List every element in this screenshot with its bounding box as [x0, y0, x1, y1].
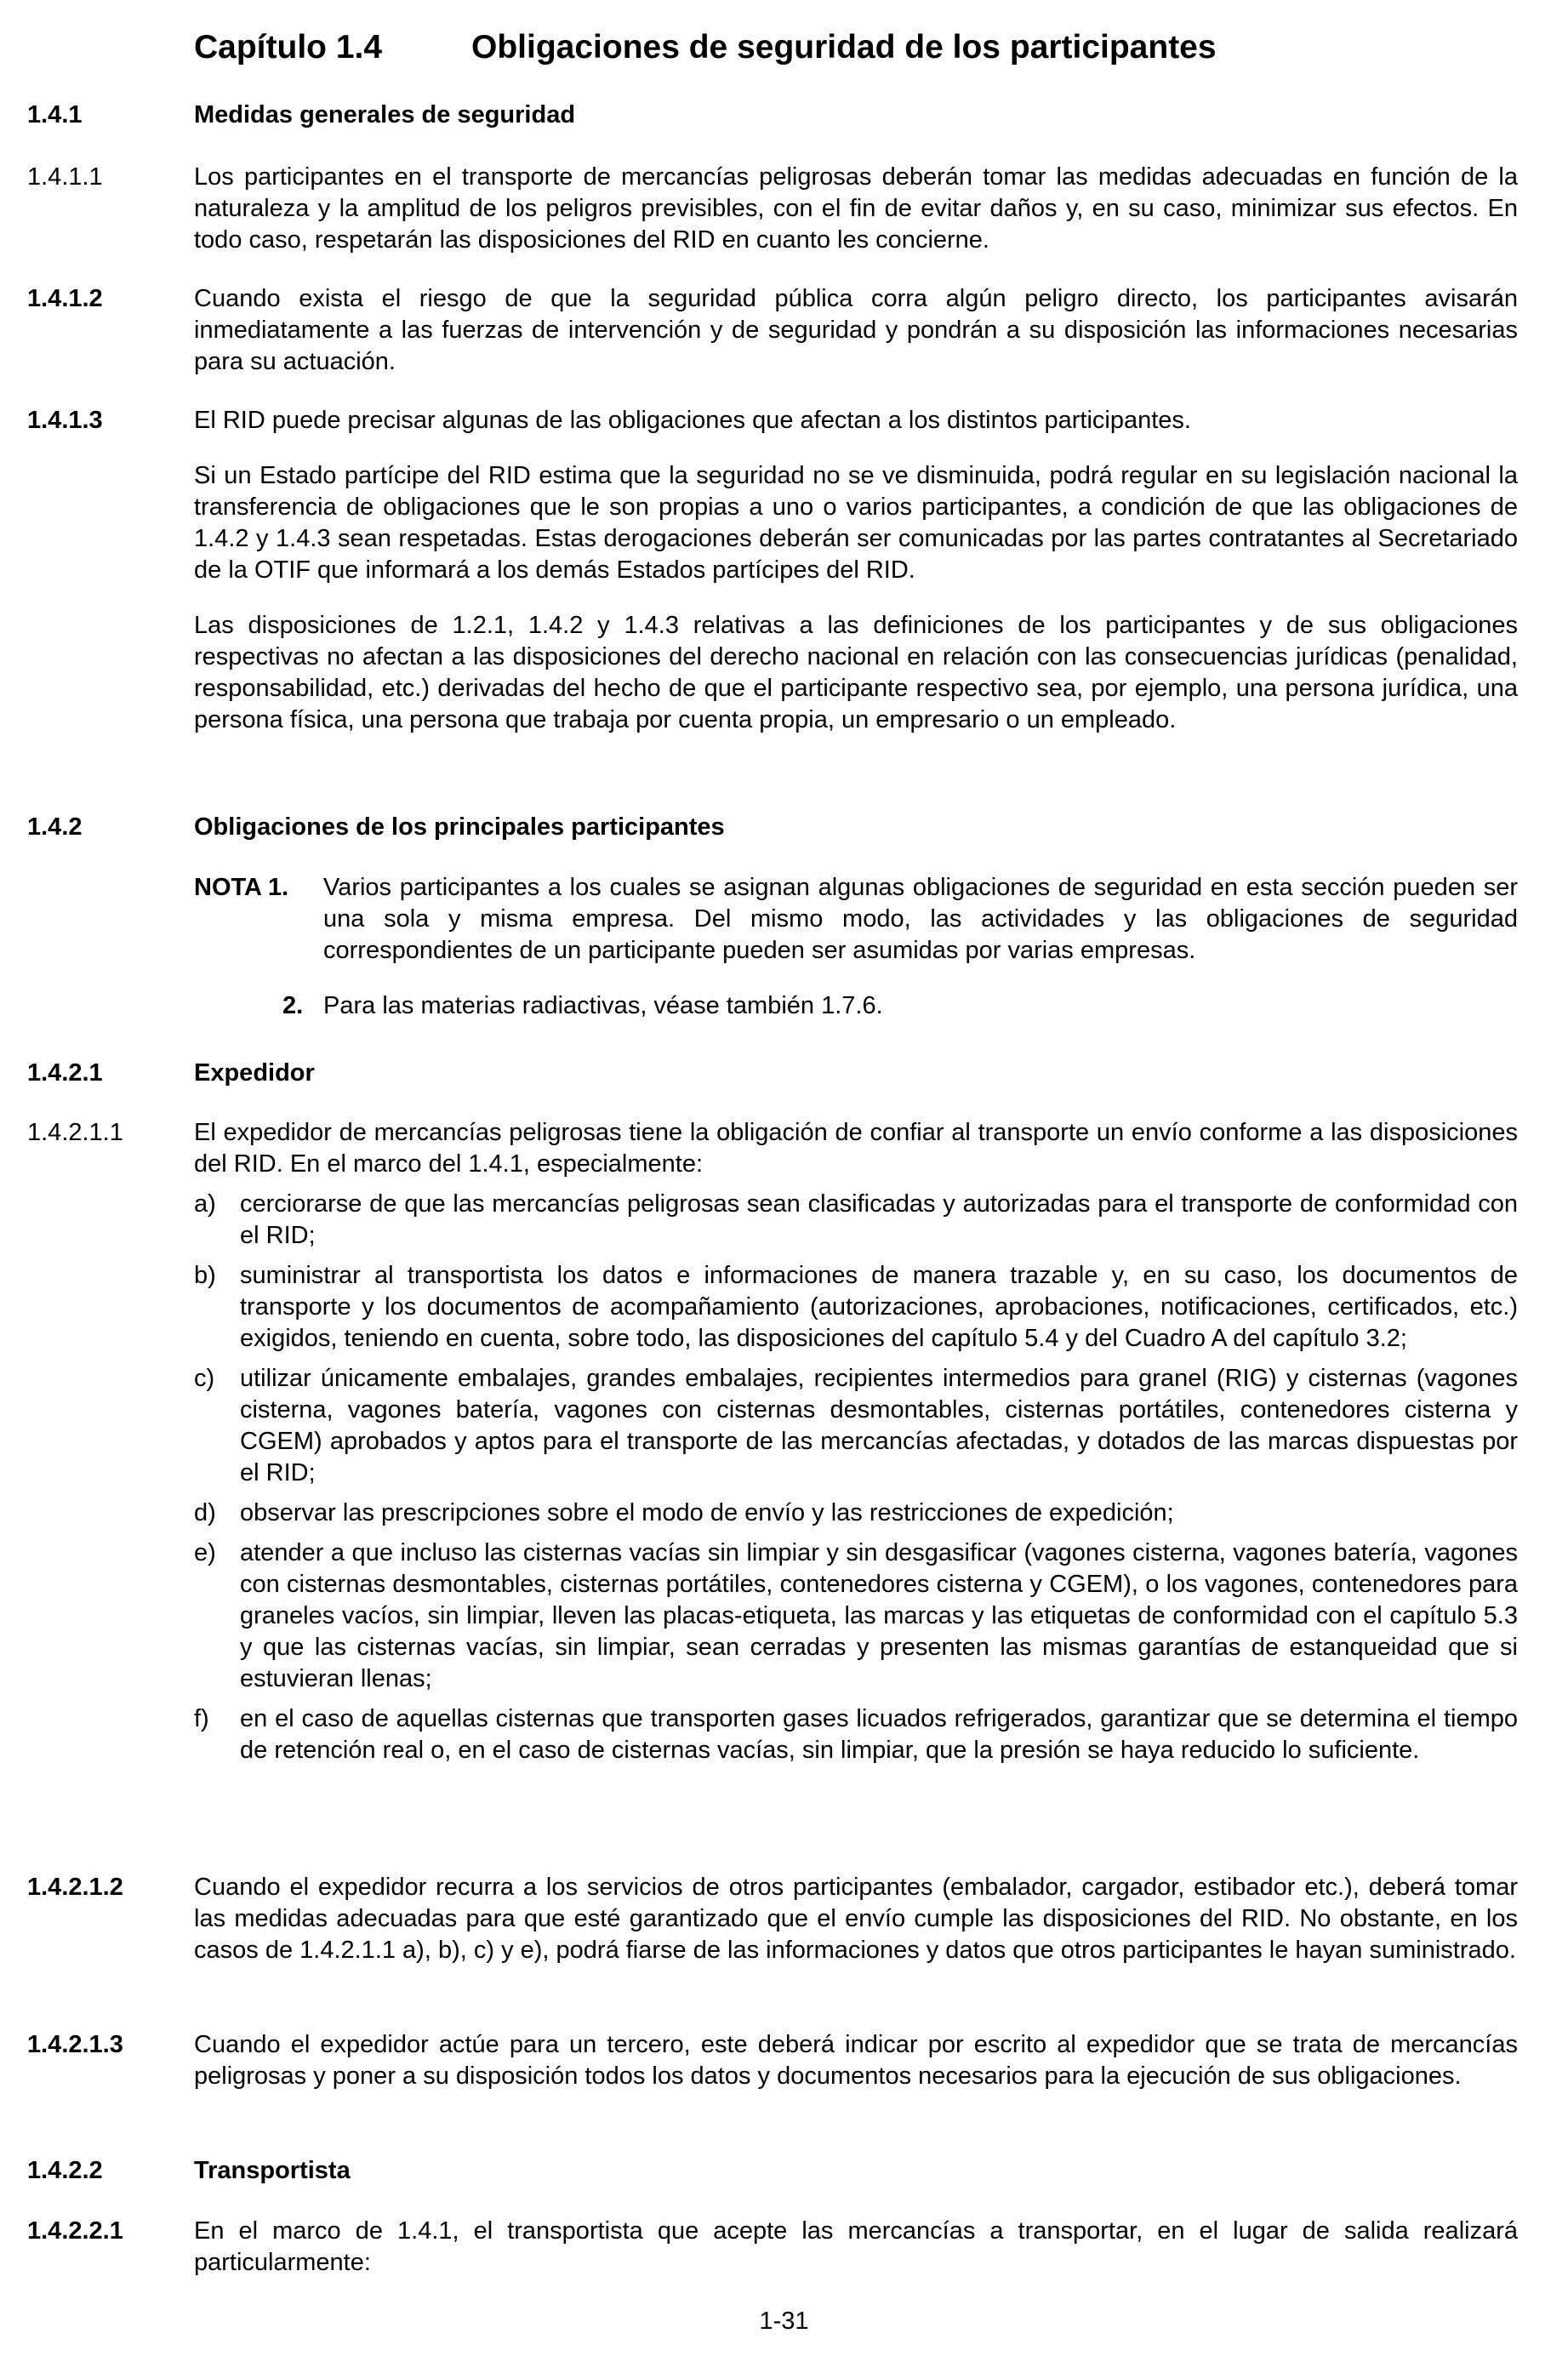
- list-item-e: [194, 1538, 1518, 1695]
- note-block: [27, 872, 1518, 1022]
- section-number: 1.4.1: [27, 101, 83, 128]
- section-number: 1.4.2.1.3: [27, 2031, 123, 2058]
- paragraph: El RID puede precisar algunas de las obligaciones que afectan a los distintos participantes.: [194, 407, 1191, 434]
- section-1-4-1-1: [27, 162, 1518, 256]
- item-text: en el caso de aquellas cisternas que transporten gases licuados refrigerados, garantizar que se determina el tiempo de retención real o, en el caso de cisternas vacías, sin limpiar, que la presión se haya reducido lo suficiente.: [240, 1705, 1518, 1764]
- item-text: atender a que incluso las cisternas vacías sin limpiar y sin desgasificar (vagones cisterna, vagones batería, vagones con cisternas desmontables, cisternas portátiles, contenedores cisterna y CGEM), o los vagones, contenedores para graneles vacíos, sin limpiar, lleven las placas-etiqueta, las marcas y las etiquetas de conformidad con el capítulo 5.3 y que las cisternas vacías, sin limpiar, sean cerradas y presenten las mismas garantías de estanqueidad que si estuvieran llenas;: [240, 1539, 1518, 1692]
- page-number: 1-31: [759, 2308, 809, 2335]
- section-title: Expedidor: [194, 1059, 315, 1087]
- section-title: Obligaciones de los principales participantes: [194, 813, 725, 841]
- section-number: 1.4.2.2.1: [27, 2217, 123, 2245]
- section-1-4-2-1-1: [27, 1117, 1518, 1775]
- item-label: e): [194, 1539, 216, 1566]
- section-title: Transportista: [194, 2157, 351, 2184]
- section-number: 1.4.2.2: [27, 2157, 103, 2184]
- chapter-number: Capítulo 1.4: [194, 29, 383, 66]
- note-number: 2.: [282, 992, 304, 1019]
- section-number: 1.4.1.3: [27, 407, 103, 434]
- section-1-4-2: [27, 812, 1518, 843]
- section-number: 1.4.2: [27, 813, 83, 841]
- note-1: [194, 872, 1518, 967]
- section-1-4-1: [27, 100, 1518, 131]
- section-number: 1.4.1.1: [27, 163, 103, 191]
- note-label: NOTA 1.: [194, 874, 289, 901]
- section-1-4-2-2-1: [27, 2216, 1518, 2279]
- section-text: [194, 1117, 1518, 1766]
- section-number: 1.4.2.1.1: [27, 1119, 123, 1146]
- item-text: cerciorarse de que las mercancías peligrosas sean clasificadas y autorizadas para el transporte de conformidad con el RID;: [240, 1190, 1518, 1249]
- item-label: c): [194, 1365, 215, 1392]
- item-text: suministrar al transportista los datos e informaciones de manera trazable y, en su caso, los documentos de transporte y los documentos de acompañamiento (autorizaciones, aprobaciones, notificaciones, certificados, etc.) exigidos, teniendo en cuenta, sobre todo, las disposiciones del capítulo 5.4 y del Cuadro A del capítulo 3.2;: [240, 1262, 1518, 1352]
- section-1-4-2-2: [27, 2155, 1518, 2187]
- section-1-4-2-1-3: [27, 2029, 1518, 2092]
- section-1-4-1-3: [27, 405, 1518, 736]
- section-number: 1.4.1.2: [27, 285, 103, 312]
- item-label: b): [194, 1262, 216, 1289]
- paragraph: Si un Estado partícipe del RID estima que la seguridad no se ve disminuida, podrá regular en su legislación nacional la transferencia de obligaciones que le son propias a uno o varios participantes, a condición de que las obligaciones de 1.4.2 y 1.4.3 sean respetadas. Estas derogaciones deberán ser comunicadas por las partes contratantes al Secretariado de la OTIF que informará a los demás Estados partícipes del RID.: [194, 462, 1518, 584]
- list-item-d: [194, 1498, 1518, 1529]
- item-text: observar las prescripciones sobre el modo de envío y las restricciones de expedición;: [240, 1499, 1174, 1526]
- section-1-4-1-2: [27, 283, 1518, 378]
- section-1-4-2-1-2: [27, 1872, 1518, 1966]
- item-label: d): [194, 1499, 216, 1526]
- section-text: [194, 405, 1518, 736]
- section-text: Los participantes en el transporte de mercancías peligrosas deberán tomar las medidas adecuadas en función de la naturaleza y la amplitud de los peligros previsibles, con el fin de evitar daños y, en su caso, minimizar sus efectos. En todo caso, respetarán las disposiciones del RID en cuanto les concierne.: [194, 163, 1518, 254]
- paragraph: El expedidor de mercancías peligrosas tiene la obligación de confiar al transporte un envío conforme a las disposiciones del RID. En el marco del 1.4.1, especialmente:: [194, 1119, 1518, 1178]
- section-1-4-2-1: [27, 1058, 1518, 1089]
- section-number: 1.4.2.1: [27, 1059, 103, 1087]
- list-item-f: [194, 1703, 1518, 1766]
- section-text: En el marco de 1.4.1, el transportista que acepte las mercancías a transportar, en el lugar de salida realizará particularmente:: [194, 2217, 1518, 2276]
- item-text: utilizar únicamente embalajes, grandes embalajes, recipientes intermedios para granel (RIG) y cisternas (vagones cisterna, vagones batería, vagones con cisternas desmontables, cisternas portátiles, contenedores cisterna y CGEM) aprobados y aptos para el transporte de las mercancías afectadas, y dotados de las marcas dispuestas por el RID;: [240, 1365, 1518, 1486]
- section-number: 1.4.2.1.2: [27, 1874, 123, 1901]
- section-title: Medidas generales de seguridad: [194, 101, 576, 128]
- item-label: f): [194, 1705, 209, 1732]
- chapter-title: [194, 29, 1217, 66]
- note-text: Varios participantes a los cuales se asignan algunas obligaciones de seguridad en esta sección pueden ser una sola y misma empresa. Del mismo modo, las actividades y las obligaciones de seguridad correspondientes de un participante pueden ser asumidas por varias empresas.: [323, 874, 1518, 964]
- list-item-a: [194, 1189, 1518, 1252]
- section-text: Cuando exista el riesgo de que la seguridad pública corra algún peligro directo, los participantes avisarán inmediatamente a las fuerzas de intervención y de seguridad y pondrán a su disposición las informaciones necesarias para su actuación.: [194, 285, 1518, 375]
- item-label: a): [194, 1190, 216, 1218]
- paragraph: Las disposiciones de 1.2.1, 1.4.2 y 1.4.3 relativas a las definiciones de los participantes y de sus obligaciones respectivas no afectan a las disposiciones del derecho nacional en relación con las consecuencias jurídicas (penalidad, responsabilidad, etc.) derivadas del hecho de que el participante respectivo sea, por ejemplo, una persona jurídica, una persona física, una persona que trabaja por cuenta propia, un empresario o un empleado.: [194, 612, 1518, 733]
- note-text: Para las materias radiactivas, véase también 1.7.6.: [323, 992, 883, 1019]
- section-text: Cuando el expedidor actúe para un tercero, este deberá indicar por escrito al expedidor que se trata de mercancías peligrosas y poner a su disposición todos los datos y documentos necesarios para la ejecución de sus obligaciones.: [194, 2031, 1518, 2090]
- section-text: Cuando el expedidor recurra a los servicios de otros participantes (embalador, cargador, estibador etc.), deberá tomar las medidas adecuadas para que esté garantizado que el envío cumple las disposiciones del RID. No obstante, en los casos de 1.4.2.1.1 a), b), c) y e), podrá fiarse de las informaciones y datos que otros participantes le hayan suministrado.: [194, 1874, 1518, 1964]
- list-item-b: [194, 1260, 1518, 1355]
- list-item-c: [194, 1363, 1518, 1489]
- chapter-heading: Obligaciones de seguridad de los participantes: [471, 29, 1217, 66]
- note-2: [194, 990, 1518, 1022]
